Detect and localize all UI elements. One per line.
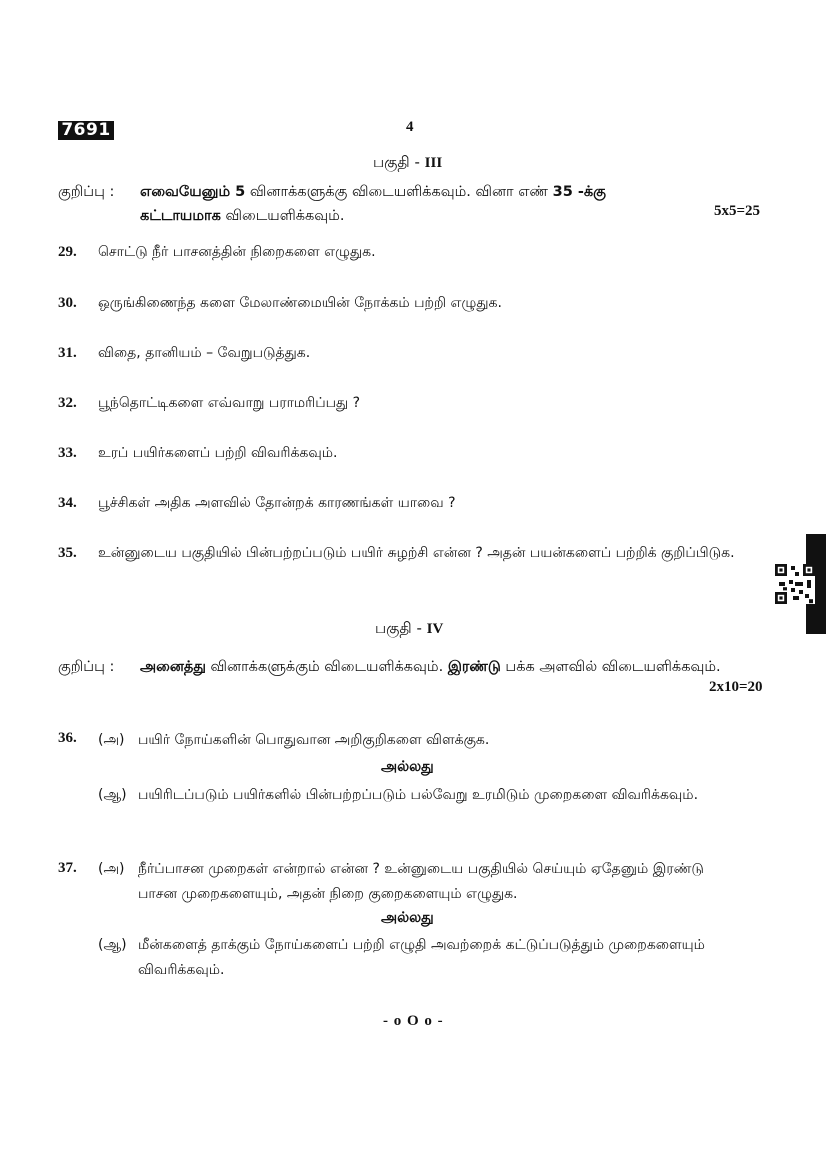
part3-title: பகுதி - III [373,153,443,171]
question-31: 31. விதை, தானியம் – வேறுபடுத்துக. [58,345,311,361]
note-label: குறிப்பு : [58,659,115,675]
paper-code: 7691 [58,121,114,140]
question-36b: (ஆ) பயிரிடப்படும் பயிர்களில் பின்பற்றப்படும் பல்வேறு உரமிடும் முறைகளை விவரிக்கவும். [98,787,699,803]
part3-note [58,180,770,230]
question-30: 30. ஒருங்கிணைந்த களை மேலாண்மையின் நோக்கம் பற்றி எழுதுக. [58,295,502,311]
qr-code-icon [775,564,815,604]
question-37-number: 37. [58,860,77,876]
part3-marks: 5x5=25 [714,203,761,219]
question-34: 34. பூச்சிகள் அதிக அளவில் தோன்றக் காரணங்கள் யாவை ? [58,495,456,511]
note-text: எவையேனும் 5 வினாக்களுக்கு விடையளிக்கவும். வினா எண் 35 -க்கு கட்டாயமாக விடையளிக்கவும். [140,184,606,224]
question-37a: (அ) நீர்ப்பாசன முறைகள் என்றால் என்ன ? உன்னுடைய பகுதியில் செய்யும் ஏதேனும் இரண்டு பாசன முறைகளையும், அதன் நிறை குறைகளையும் எழுதுக. [98,861,704,902]
part4-note [58,655,770,705]
question-37b: (ஆ) மீன்களைத் தாக்கும் நோய்களைப் பற்றி எழுதி அவற்றைக் கட்டுப்படுத்தும் முறைகளையும் விவரிக்கவும். [98,937,705,978]
question-32: 32. பூந்தொட்டிகளை எவ்வாறு பராமரிப்பது ? [58,395,361,411]
question-36-number: 36. [58,730,77,746]
question-35: 35. உன்னுடைய பகுதியில் பின்பற்றப்படும் பயிர் சுழற்சி என்ன ? அதன் பயன்களைப் பற்றிக் குறிப்பிடுக. [58,545,735,561]
part4-marks: 2x10=20 [709,679,763,695]
question-29: 29. சொட்டு நீர் பாசனத்தின் நிறைகளை எழுதுக. [58,244,376,260]
question-33: 33. உரப் பயிர்களைப் பற்றி விவரிக்கவும். [58,445,338,461]
note-label: குறிப்பு : [58,184,115,200]
page-number: 4 [406,119,414,135]
end-of-paper-mark: - o O o - [383,1013,444,1029]
note-text: அனைத்து வினாக்களுக்கும் விடையளிக்கவும். இரண்டு பக்க அளவில் விடையளிக்கவும். [140,659,721,675]
or-divider-37: அல்லது [381,910,434,926]
question-36a: (அ) பயிர் நோய்களின் பொதுவான அறிகுறிகளை விளக்குக. [98,732,490,748]
or-divider-36: அல்லது [381,759,434,775]
part4-title: பகுதி - IV [375,619,444,637]
